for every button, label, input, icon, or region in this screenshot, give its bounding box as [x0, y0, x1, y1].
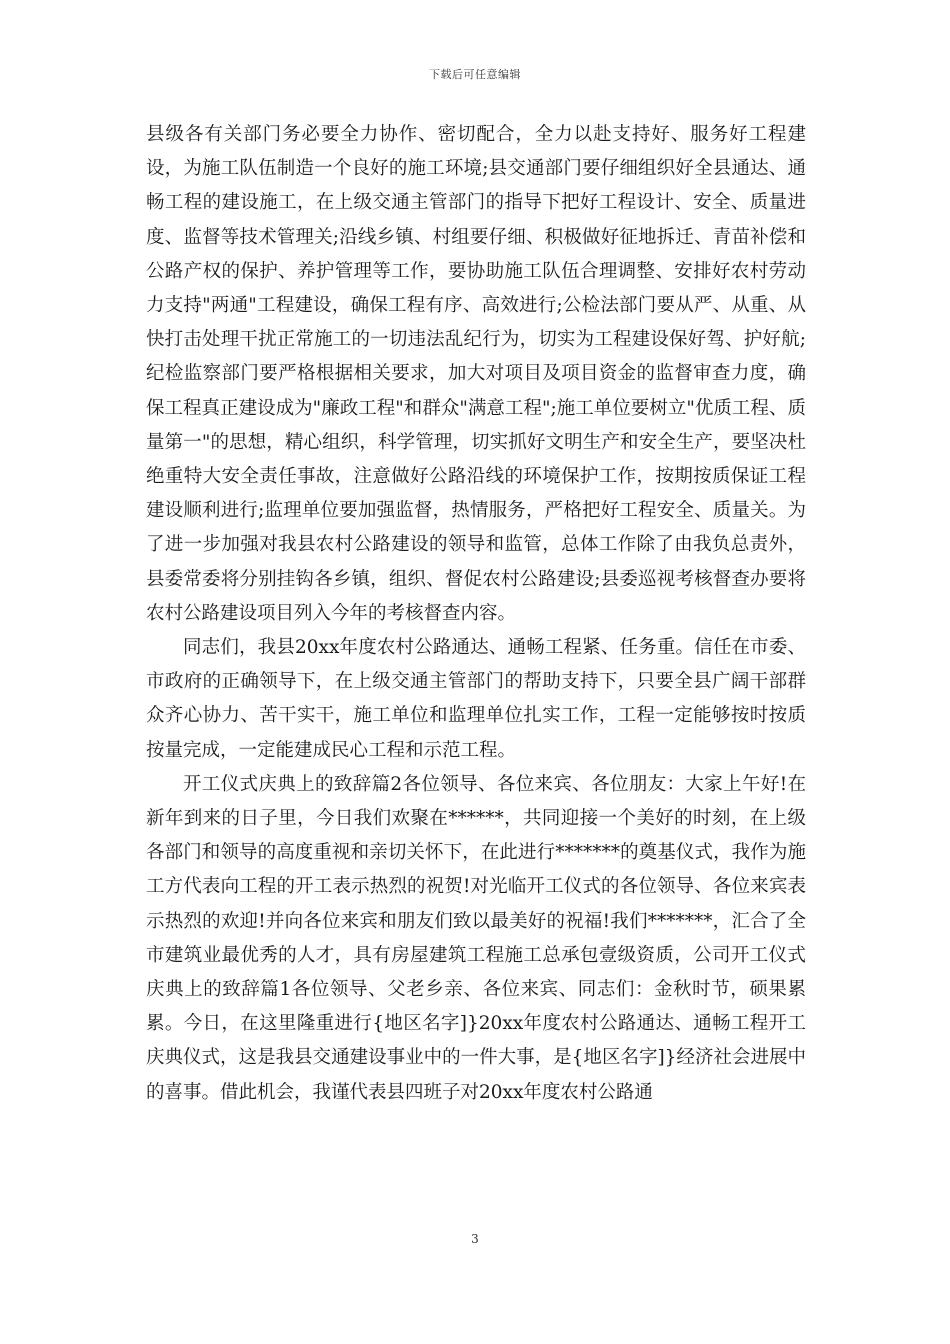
- paragraph-2: 同志们，我县20xx年度农村公路通达、通畅工程紧、任务重。信任在市委、市政府的正确领导下，在上级交通主管部门的帮助支持下，只要全县广阔干部群众齐心协力、苦干实干，施工单位和监理单位扎实工作，工程一定能够按时按质按量完成，一定能建成民心工程和示范工程。: [146, 637, 806, 761]
- paragraph-3: 开工仪式庆典上的致辞篇2各位领导、各位来宾、各位朋友：大家上午好!在新年到来的日子里，今日我们欢聚在******，共同迎接一个美好的时刻，在上级各部门和领导的高度重视和亲切关怀下，在此进行*******的奠基仪式，我作为施工方代表向工程的开工表示热烈的祝贺!对光临开工仪式的各位领导、各位来宾表示热烈的欢迎!并向各位来宾和朋友们致以最美好的祝福!我们*******，汇合了全市建筑业最优秀的人才，具有房屋建筑工程施工总承包壹级资质，公司开工仪式庆典上的致辞篇1各位领导、父老乡亲、各位来宾、同志们：金秋时节，硕果累累。今日，在这里隆重进行{地区名字]}20xx年度农村公路通达、通畅工程开工庆典仪式，这是我县交通建设事业中的一件大事，是{地区名字]}经济社会进展中的喜事。借此机会，我谨代表县四班子对20xx年度农村公路通: [146, 773, 806, 1103]
- body-text: [146, 118, 806, 1110]
- paragraph-1: 县级各有关部门务必要全力协作、密切配合，全力以赴支持好、服务好工程建设，为施工队伍制造一个良好的施工环境;县交通部门要仔细组织好全县通达、通畅工程的建设施工，在上级交通主管部门的指导下把好工程设计、安全、质量进度、监督等技术管理关;沿线乡镇、村组要仔细、积极做好征地拆迁、青苗补偿和公路产权的保护、养护管理等工作，要协助施工队伍合理调整、安排好农村劳动力支持"两通"工程建设，确保工程有序、高效进行;公检法部门要从严、从重、从快打击处理干扰正常施工的一切违法乱纪行为，切实为工程建设保好驾、护好航;纪检监察部门要严格根据相关要求，加大对项目及项目资金的监督审查力度，确保工程真正建设成为"廉政工程"和群众"满意工程";施工单位要树立"优质工程、质量第一"的思想，精心组织，科学管理，切实抓好文明生产和安全生产，要坚决杜绝重特大安全责任事故，注意做好公路沿线的环境保护工作，按期按质保证工程建设顺利进行;监理单位要加强监督，热情服务，严格把好工程安全、质量关。为了进一步加强对我县农村公路建设的领导和监管，总体工作除了由我负总责外，县委常委将分别挂钩各乡镇，组织、督促农村公路建设;县委巡视考核督查办要将农村公路建设项目列入今年的考核督查内容。: [146, 124, 806, 624]
- header-note: 下载后可任意编辑: [429, 68, 521, 81]
- page-number: 3: [471, 1232, 479, 1246]
